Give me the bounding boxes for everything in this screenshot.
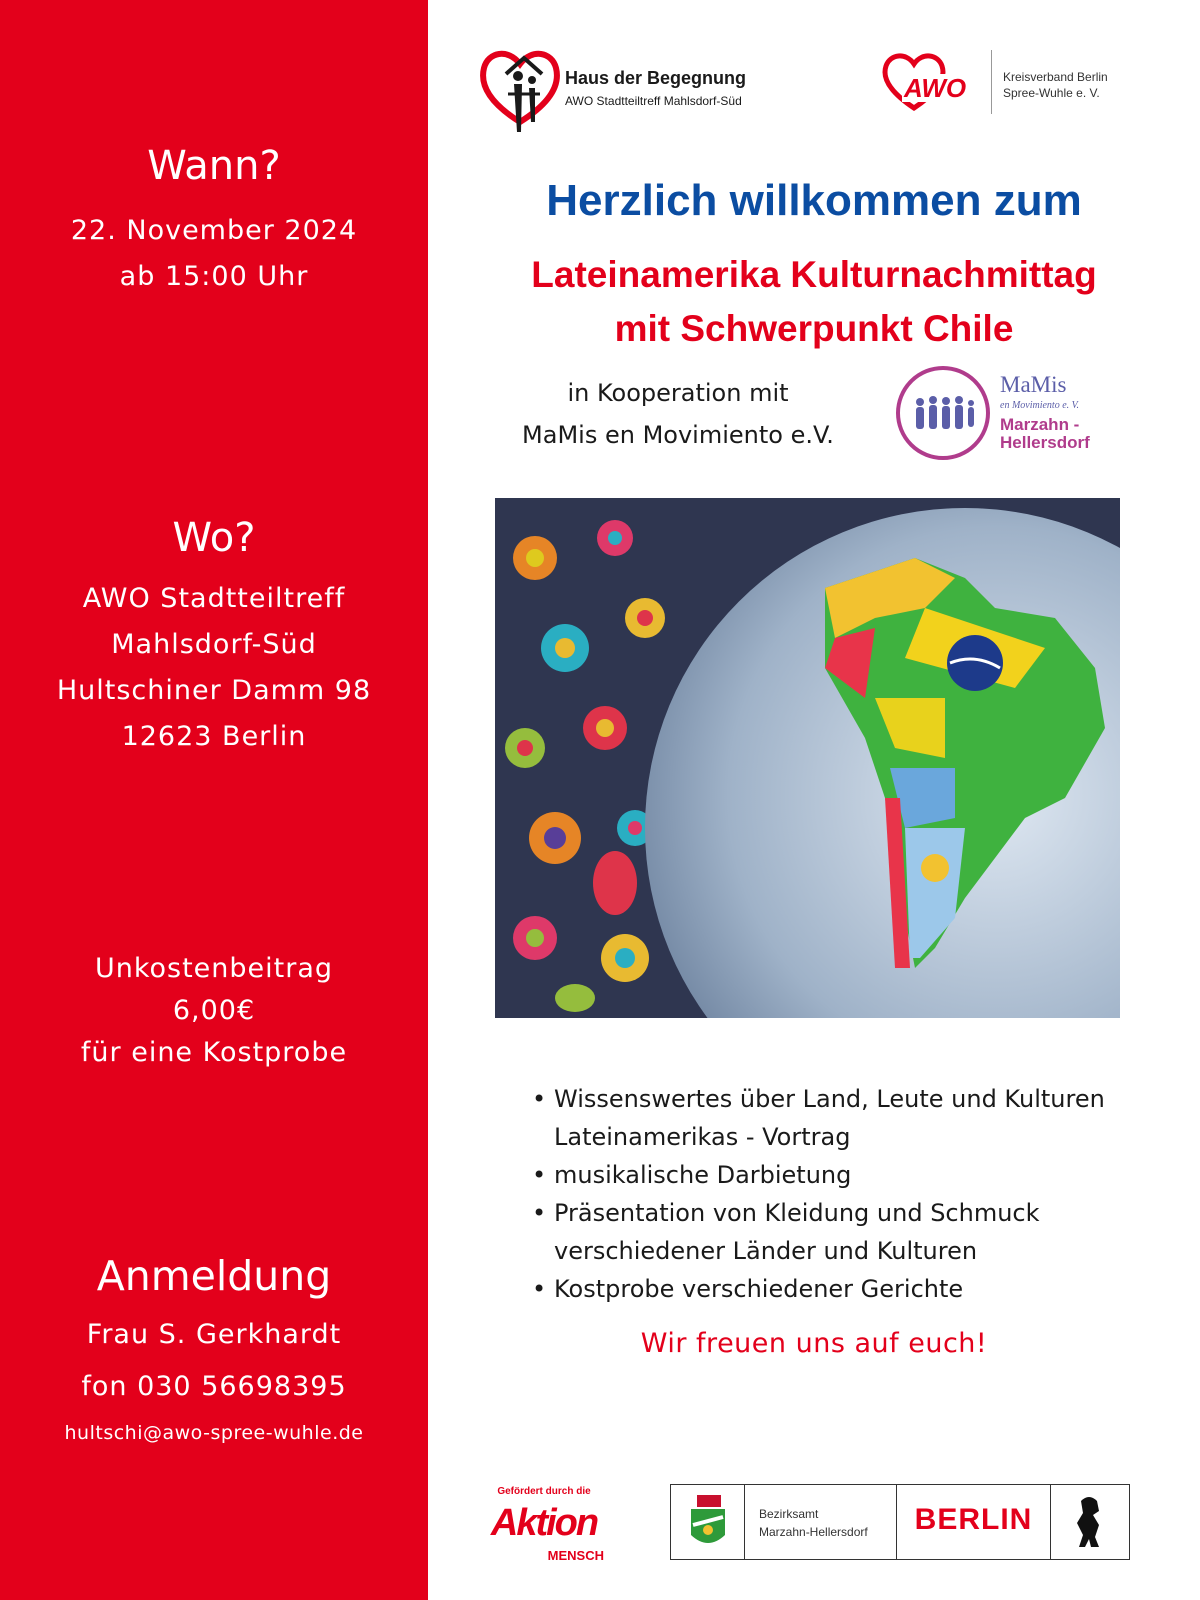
awo-heart-logo-icon xyxy=(878,48,986,118)
when-heading: Wann? xyxy=(147,143,281,189)
aktion-mensch-logo xyxy=(474,1486,614,1576)
coop-line-2: MaMis en Movimiento e.V. xyxy=(522,421,834,449)
program-item: • Kostprobe verschiedener Gerichte xyxy=(532,1270,1152,1308)
mamis-district-line-1: Marzahn - xyxy=(1000,415,1080,434)
mamis-circle-logo-icon xyxy=(896,366,990,460)
program-item: • Präsentation von Kleidung und Schmuck verschiedener Länder und Kulturen xyxy=(532,1194,1152,1270)
berlin-text: BERLIN xyxy=(914,1503,1033,1536)
address-line: 12623 Berlin xyxy=(121,721,307,752)
event-date: 22. November 2024 xyxy=(70,215,358,246)
greeting: Wir freuen uns auf euch! xyxy=(640,1328,988,1359)
main-content xyxy=(428,0,1200,1600)
cooperation-text xyxy=(488,372,868,456)
globe-south-america-image xyxy=(495,498,1120,1018)
awo-logo xyxy=(878,48,1158,118)
aktion-top: Gefördert durch die xyxy=(497,1486,591,1497)
awo-line-1: Kreisverband Berlin xyxy=(1003,70,1108,84)
address-line: AWO Stadtteiltreff xyxy=(82,583,346,614)
contact-name: Frau S. Gerkhardt xyxy=(86,1319,342,1350)
mamis-subtitle: en Movimiento e. V. xyxy=(1000,400,1079,411)
info-sidebar xyxy=(0,0,428,1600)
where-heading: Wo? xyxy=(172,515,256,561)
mamis-district xyxy=(1000,416,1090,452)
event-time: ab 15:00 Uhr xyxy=(119,261,309,292)
haus-der-begegnung-logo xyxy=(478,44,768,136)
district-line-1: Bezirksamt xyxy=(759,1507,819,1521)
address-line: Hultschiner Damm 98 xyxy=(56,675,372,706)
partner-logo-strip xyxy=(670,1484,1130,1560)
address-line: Mahlsdorf-Süd xyxy=(111,629,317,660)
awo-mark: AWO xyxy=(904,73,967,103)
berlin-bear-icon xyxy=(1051,1485,1129,1559)
hdb-title: Haus der Begegnung xyxy=(565,68,747,88)
berlin-wordmark xyxy=(897,1485,1051,1559)
district-office-label xyxy=(745,1485,897,1559)
program-item: • Wissenswertes über Land, Leute und Kulturen Lateinamerikas - Vortrag xyxy=(532,1080,1152,1156)
fee-label: Unkostenbeitrag xyxy=(94,953,334,984)
contact-phone: fon 030 56698395 xyxy=(81,1371,347,1402)
district-coat-of-arms-icon xyxy=(671,1485,745,1559)
welcome-heading: Herzlich willkommen zum xyxy=(546,176,1082,225)
mamis-title: MaMis xyxy=(1000,372,1067,397)
aktion-bottom: MENSCH xyxy=(547,1548,604,1563)
program-item: • musikalische Darbietung xyxy=(532,1156,1152,1194)
event-title-line-1: Lateinamerika Kulturnachmittag xyxy=(531,254,1097,295)
mamis-district-line-2: Hellersdorf xyxy=(1000,433,1090,452)
mamis-logo xyxy=(896,362,1126,462)
aktion-main: Aktion xyxy=(490,1502,598,1544)
coop-line-1: in Kooperation mit xyxy=(567,379,789,407)
awo-line-2: Spree-Wuhle e. V. xyxy=(1003,86,1100,100)
registration-heading: Anmeldung xyxy=(96,1252,332,1300)
logo-divider xyxy=(991,50,992,114)
contact-email[interactable]: hultschi@awo-spree-wuhle.de xyxy=(64,1422,364,1444)
district-line-2: Marzahn-Hellersdorf xyxy=(759,1525,868,1539)
program-list xyxy=(532,1080,1152,1308)
event-title xyxy=(428,248,1200,356)
fee-note: für eine Kostprobe xyxy=(80,1037,348,1068)
event-title-line-2: mit Schwerpunkt Chile xyxy=(614,308,1014,349)
hdb-subtitle: AWO Stadtteiltreff Mahlsdorf-Süd xyxy=(565,94,742,108)
heart-house-logo-icon xyxy=(478,44,562,136)
fee-amount: 6,00€ xyxy=(172,995,256,1026)
